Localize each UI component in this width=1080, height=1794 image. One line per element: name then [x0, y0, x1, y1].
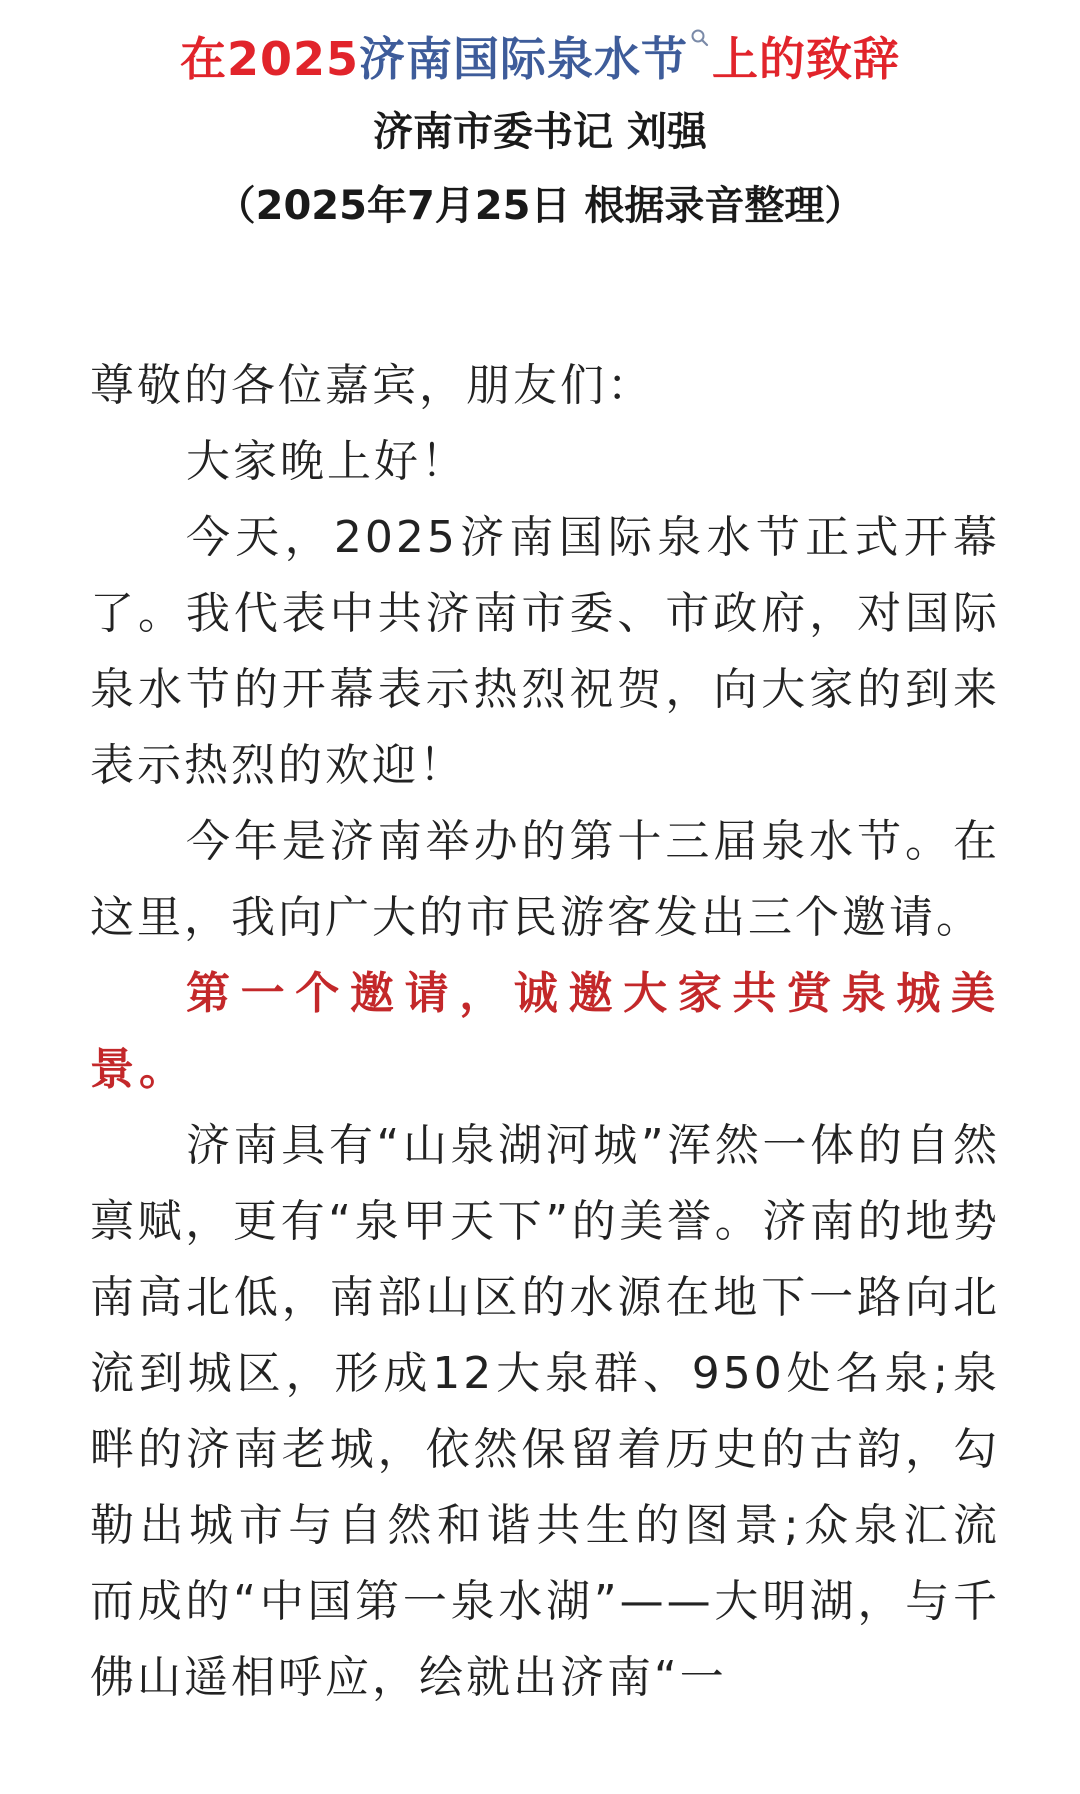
speech-date-note: （2025年7月25日 根据录音整理） [215, 183, 865, 229]
invitation-1-heading: 第一个邀请，诚邀大家共赏泉城美景。 [90, 968, 1000, 1095]
title-link-text[interactable]: 济南国际泉水节 [359, 32, 689, 86]
speech-body [90, 348, 1000, 1716]
search-icon[interactable] [688, 22, 712, 62]
paragraph-scenery: 济南具有“山泉湖河城”浑然一体的自然禀赋，更有“泉甲天下”的美誉。济南的地势南高北低，南部山区的水源在地下一路向北流到城区，形成12大泉群、950处名泉;泉畔的济南老城，依然保留着历史的古韵，勾勒出城市与自然和谐共生的图景;众泉汇流而成的“中国第一泉水湖”——大明湖，与千佛山遥相呼应，绘就出济南“一 [90, 1120, 1000, 1703]
title-part-3: 上的致辞 [712, 32, 901, 86]
speech-author: 济南市委书记 刘强 [373, 109, 707, 155]
paragraph-invitations: 今年是济南举办的第十三届泉水节。在这里，我向广大的市民游客发出三个邀请。 [90, 816, 1000, 943]
speech-title [0, 22, 1080, 96]
greeting: 大家晚上好！ [186, 436, 468, 487]
title-part-1: 在2025 [179, 32, 360, 86]
salutation: 尊敬的各位嘉宾，朋友们： [90, 360, 654, 411]
paragraph-opening: 今天，2025济南国际泉水节正式开幕了。我代表中共济南市委、市政府，对国际泉水节的开幕表示热烈祝贺，向大家的到来表示热烈的欢迎！ [90, 512, 1000, 791]
